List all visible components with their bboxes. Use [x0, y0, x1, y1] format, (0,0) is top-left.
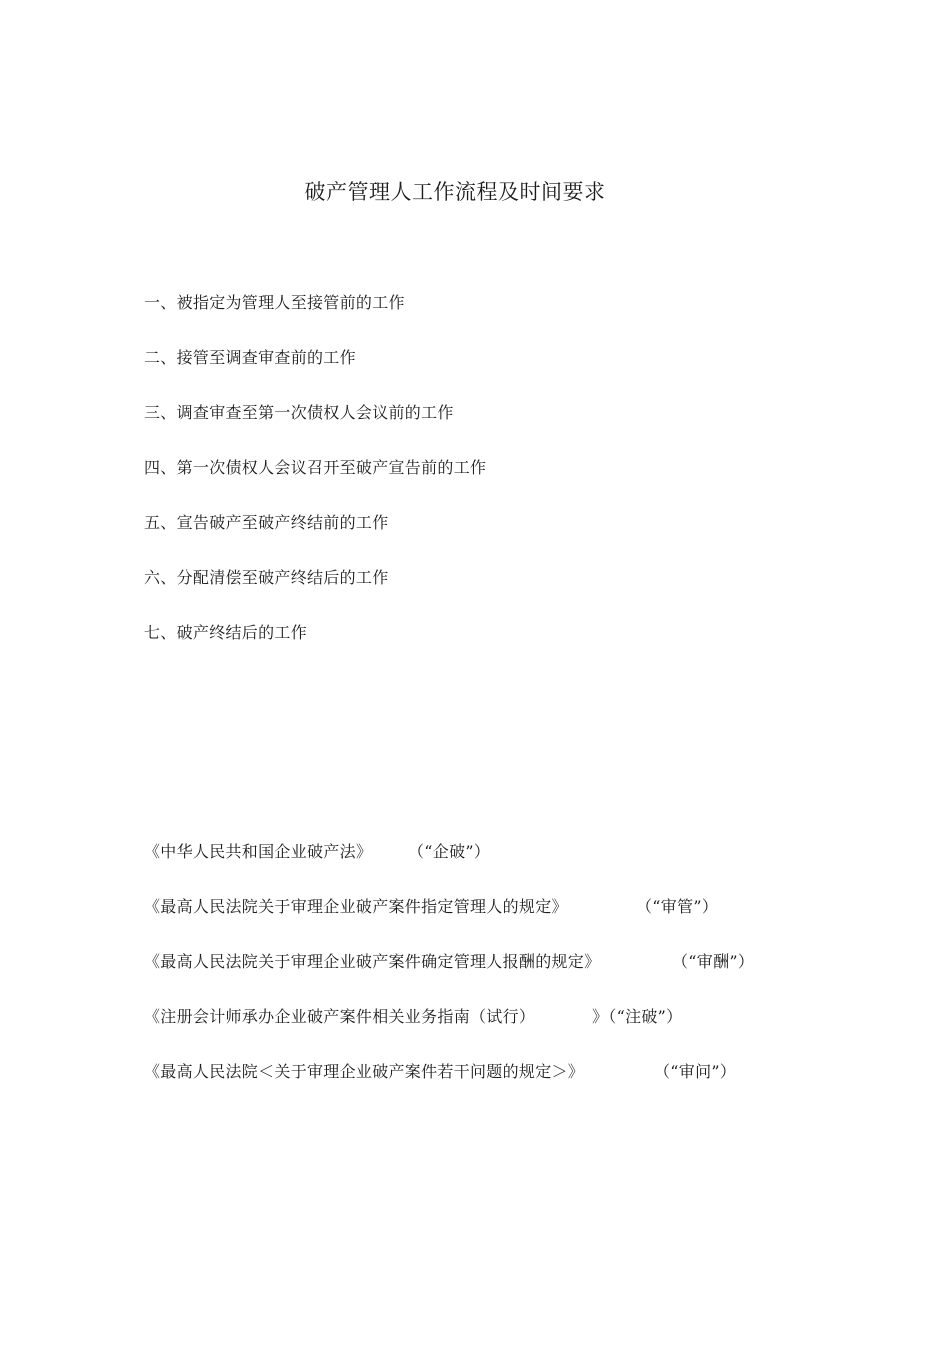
reference-2-abbr: （“审管”） [636, 897, 719, 916]
page-title: 破产管理人工作流程及时间要求 [304, 180, 606, 204]
stage-item-3: 三、调查审查至第一次债权人会议前的工作 [144, 403, 454, 422]
reference-3-abbr: （“审酬”） [672, 952, 755, 971]
stage-item-2: 二、接管至调查审查前的工作 [144, 348, 356, 367]
stage-item-1: 一、被指定为管理人至接管前的工作 [144, 293, 405, 312]
stage-item-7: 七、破产终结后的工作 [144, 623, 308, 642]
stage-item-6: 六、分配清偿至破产终结后的工作 [144, 568, 389, 587]
reference-4-name: 《注册会计师承办企业破产案件相关业务指南（试行） [144, 1007, 536, 1026]
reference-4-abbr: 》（“注破”） [592, 1007, 683, 1026]
reference-1-abbr: （“企破”） [408, 842, 491, 861]
stage-item-4: 四、第一次债权人会议召开至破产宣告前的工作 [144, 458, 487, 477]
reference-1-name: 《中华人民共和国企业破产法》 [144, 842, 373, 861]
reference-5-abbr: （“审问”） [654, 1062, 737, 1081]
reference-5-name: 《最高人民法院＜关于审理企业破产案件若干问题的规定＞》 [144, 1062, 585, 1081]
stage-item-5: 五、宣告破产至破产终结前的工作 [144, 513, 389, 532]
reference-2-name: 《最高人民法院关于审理企业破产案件指定管理人的规定》 [144, 897, 568, 916]
reference-3-name: 《最高人民法院关于审理企业破产案件确定管理人报酬的规定》 [144, 952, 601, 971]
